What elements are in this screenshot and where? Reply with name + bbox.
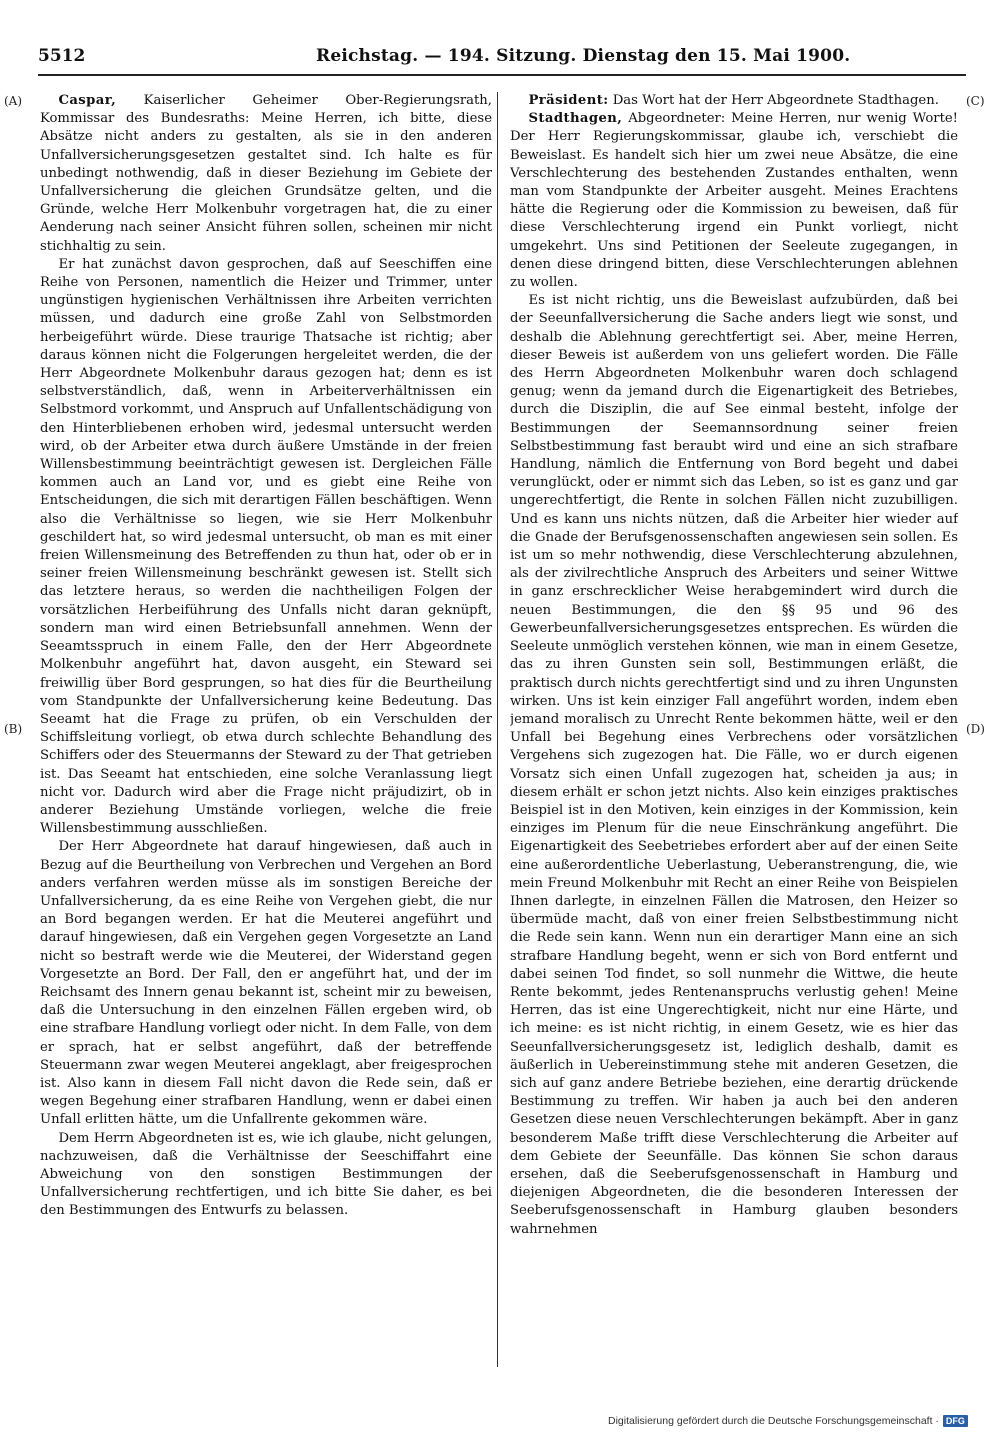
paragraph-text: Kaiserlicher Geheimer Ober-Regierungsrath, Kommissar des Bundesraths: Meine Herren, ich bitte, diese Absätze nicht anders zu gestalten, als sie in den anderen Unfallversicherungsgesetzen gestaltet sind. Ich halte es für unbedingt nothwendig, daß in dieser Beziehung im Gebiete der Unfallversicherung die gleichen Grundsätze gelten, und die Gründe, welche Herr Molkenbuhr vorgetragen hat, die zu einer Aenderung nach seiner Ansicht führen sollen, scheinen mir nicht stichhaltig zu sein. [40,93,492,254]
paragraph-text: Das Wort hat der Herr Abgeordnete Stadthagen. [612,93,939,108]
right-column [510,92,958,1364]
paragraph [40,92,492,256]
running-title: Reichstag. — 194. Sitzung. Dienstag den 15. Mai 1900. [316,46,851,66]
speaker-name: Caspar, [58,93,117,108]
paragraph: Der Herr Abgeordnete hat darauf hingewiesen, daß auch in Bezug auf die Beurtheilung von Verbrechen und Vergehen an Bord anders verfahren werden müsse als im sonstigen Bereiche der Unfallversicherung, da es eine Reihe von Vergehen giebt, die nur an Bord begangen werden. Er hat die Meuterei angeführt und darauf hingewiesen, daß ein Vergehen gegen Vorgesetzte an Land nicht so bestraft werde wie die Meuterei, der Widerstand gegen Vorgesetzte an Bord. Der Fall, den er angeführt hat, und der im Reichsamt des Innern genau bekannt ist, scheint mir zu beweisen, daß die Untersuchung in den einzelnen Fällen ergeben wird, ob eine strafbare Handlung vorliegt oder nicht. In dem Falle, von dem er sprach, hat er selbst angeführt, daß der betreffende Steuermann zwar wegen Meuterei angeklagt, aber freigesprochen ist. Also kann in diesem Fall nicht davon die Rede sein, daß er wegen Begehung einer strafbaren Handlung, wenn er dabei einen Unfall erlitten hätte, um die Unfallrente gekommen wäre. [40,839,492,1128]
paragraph: Dem Herrn Abgeordneten ist es, wie ich glaube, nicht gelungen, nachzuweisen, daß die Verhältnisse der Seeschiffahrt eine Abweichung von den sonstigen Bestimmungen der Unfallversicherung rechtfertigen, und ich bitte Sie daher, es bei den Bestimmungen des Entwurfs zu belassen. [40,1130,492,1219]
dfg-logo: DFG [943,1415,968,1427]
margin-marker-a: (A) [4,94,23,108]
column-divider [497,92,498,1367]
paragraph-text: Abgeordneter: Meine Herren, nur wenig Worte! Der Herr Regierungskommissar, glaube ich, verschiebt die Beweislast. Es handelt sich hier um zwei neue Absätze, die eine Verschlechterung des bestehenden Zustandes enthalten, wenn man vom Standpunkte der Arbeiter ausgeht. Meines Erachtens hätte die Regierung oder die Kommission zu beweisen, daß für diese Verschlechterung irgend ein Punkt vorliegt, nicht umgekehrt. Uns sind Petitionen der Seeleute zugegangen, in denen diese dringend bitten, diese Verschlechterungen ablehnen zu wollen. [510,111,958,291]
left-column [40,92,492,1364]
page-header [38,44,966,68]
paragraph: Es ist nicht richtig, uns die Beweislast aufzubürden, daß bei der Seeunfallversicherung die Sache anders liegt wie sonst, und deshalb die Ablehnung gerechtfertigt sei. Aber, meine Herren, dieser Beweis ist außerdem von uns geliefert worden. Die Fälle des Herrn Abgeordneten Molkenbuhr waren doch schlagend genug; wenn da jemand durch die Eigenartigkeit des Betriebes, durch die Disziplin, die auf See einmal besteht, infolge der Bestimmungen der Seemannsordnung seiner freien Selbstbestimmung fast beraubt wird und eine an sich strafbare Handlung, nämlich die Entfernung von Bord begeht und dabei verunglückt, oder er nimmt sich das Leben, so ist es ganz und gar ungerechtfertigt, die Rente in solchen Fällen nicht zuzubilligen. Und es kann uns nichts nützen, daß die Arbeiter hier wieder auf die Gnade der Berufsgenossenschaften angewiesen sein sollen. Es ist um so mehr nothwendig, diese Verschlechterung abzulehnen, als der zivilrechtliche Anspruch des Arbeiters und seiner Wittwe in ganz erschrecklicher Weise herabgemindert wird durch die neuen Bestimmungen, die den §§ 95 und 96 des Gewerbeunfallversicherungsgesetzes entsprechen. Es würden die Seeleute unmöglich verstehen können, wie man in einem Gesetze, das zu ihren Gunsten sein soll, Bestimmungen erläßt, die praktisch durch nichts gerechtfertigt sind und zu ihren Ungunsten wirken. Uns ist kein einziger Fall angeführt worden, indem eben jemand moralisch zu Unrecht Rente bekommen hätte, weil er den Unfall bei Begehung eines Verbrechens oder vorsätzlichen Vergehens sich zugezogen hat. Die Fälle, wo er durch eigenen Vorsatz sich einen Unfall zugezogen hat, scheiden ja aus; in diesem erhält er schon jetzt nichts. Also kein einziges praktisches Beispiel ist in den Motiven, kein einziges in der Kommission, kein einziges im Plenum für die neue Einschränkung angeführt. Die Eigenartigkeit des Seebetriebes erfordert aber auf der einen Seite eine außerordentliche Ueberlastung, Ueberanstrengung, die, wie mein Freund Molkenbuhr mit Recht an einer Reihe von Beispielen Ihnen darlegte, in einzelnen Fällen die Matrosen, den Heizer so übermüde macht, daß von einer freien Selbstbestimmung nicht die Rede sein kann. Wenn nun ein derartiger Mann eine an sich strafbare Handlung begeht, wenn er sich von Bord entfernt und dabei seinen Tod findet, so soll nunmehr die Wittwe, die heute Rente bekommt, jedes Rentenanspruchs verlustig gehen! Meine Herren, das ist eine Ungerechtigkeit, nicht nur eine Härte, und ich meine: es ist nicht richtig, in einem Gesetz, wie es hier das Seeunfallversicherungsgesetz ist, lediglich deshalb, damit es äußerlich in Uebereinstimmung stehe mit anderen Gesetzen, die sich auf ganz andere Betriebe beziehen, eine derartig drückende Bestimmung zu treffen. Wir haben ja auch bei den anderen Gesetzen diese neuen Verschlechterungen bekämpft. Aber in ganz besonderem Maße trifft diese Verschlechterung die Arbeiter auf dem Gebiete der Seeunfälle. Das können Sie schon daraus ersehen, daß die Seeberufsgenossenschaft in Hamburg und diejenigen Abgeordneten, die die besonderen Interessen der Seeberufsgenossenschaft in Hamburg glauben besonders wahrnehmen [510,293,958,1237]
paragraph: Er hat zunächst davon gesprochen, daß auf Seeschiffen eine Reihe von Personen, namentlich die Heizer und Trimmer, unter ungünstigen hygienischen Verhältnissen ihre Arbeiten verrichten müssen, und dadurch eine große Zahl von Selbstmorden herbeigeführt würde. Diese traurige Thatsache ist richtig; aber daraus können nicht die Folgerungen hergeleitet werden, die der Herr Abgeordnete Molkenbuhr daraus gezogen hat; denn es ist selbstverständlich, daß, wenn in Arbeiterverhältnissen ein Selbstmord vorkommt, und Anspruch auf Unfallentschädigung von den Hinterbliebenen erhoben wird, jedesmal untersucht werden wird, ob der Arbeiter etwa durch äußere Umstände in der freien Willensbestimmung beeinträchtigt gewesen ist. Dergleichen Fälle kommen auch an Land vor, und es giebt eine Reihe von Entscheidungen, die sich mit derartigen Fällen beschäftigen. Wenn also die Verhältnisse so liegen, wie sie Herr Molkenbuhr geschildert hat, so wird jedesmal untersucht, ob man es mit einer freien Willensmeinung des Betreffenden zu thun hat, oder ob er in seiner freien Willensmeinung beschränkt gewesen ist. Stellt sich das letztere heraus, so werden die nachtheiligen Folgen der vorsätzlichen Herbeiführung des Unfalls nicht daran geknüpft, sondern man wird einen Betriebsunfall annehmen. Wenn der Seeamtsspruch in einem Falle, den der Herr Abgeordnete Molkenbuhr angeführt hat, davon ausgeht, ein Steward sei freiwillig über Bord gesprungen, so hat dies für die Beurtheilung vom Standpunkte der Unfallversicherung keine Bedeutung. Das Seeamt hat die Frage zu prüfen, ob ein Verschulden der Schiffsleitung vorliegt, ob etwa durch schlechte Behandlung des Schiffers oder des Steuermanns der Steward zu der That getrieben ist. Das Seeamt hat entschieden, eine solche Veranlassung liegt nicht vor. Dadurch wird aber die Frage nicht präjudizirt, ob in anderer Beziehung Umstände vorliegen, welche die freie Willensbestimmung ausschließen. [40,256,492,837]
speaker-name: Stadthagen, [528,111,623,127]
paragraph [510,110,958,292]
margin-marker-b: (B) [4,722,23,736]
page-number: 5512 [38,46,86,66]
speaker-name: Präsident: [528,93,609,108]
margin-marker-c: (C) [966,94,985,108]
header-rule [38,74,966,76]
footer-credit [608,1413,993,1429]
paragraph [510,92,958,110]
margin-marker-d: (D) [966,722,985,736]
footer-text: Digitalisierung gefördert durch die Deutsche Forschungsgemeinschaft · [608,1415,939,1427]
